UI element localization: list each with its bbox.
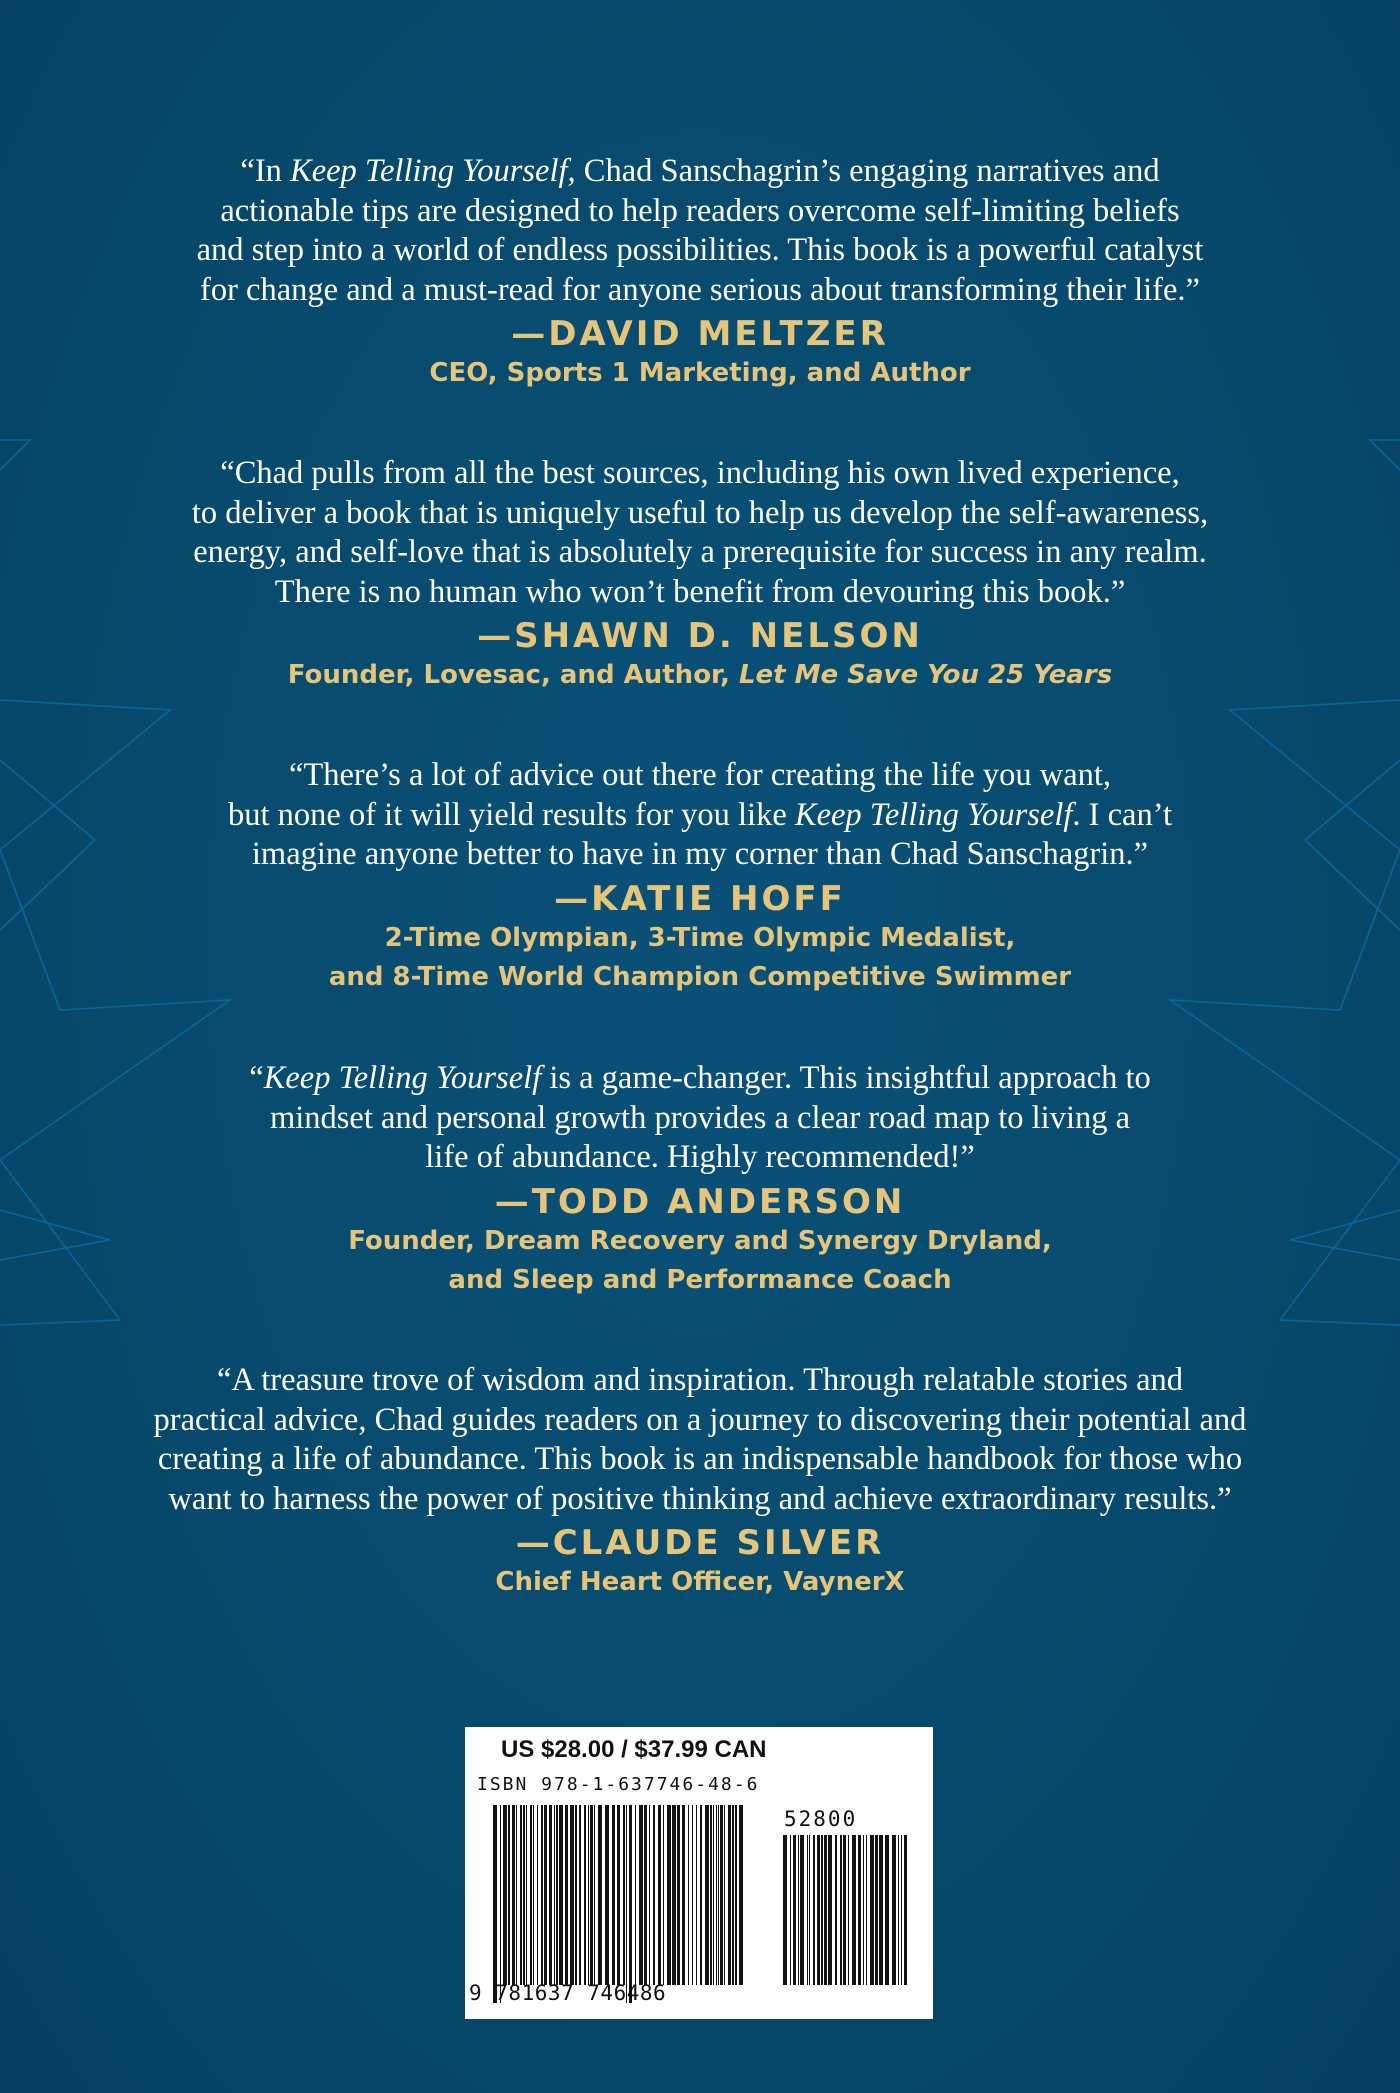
- barcode-bar: [817, 1835, 820, 1985]
- barcode-bar: [584, 1805, 586, 1985]
- blurb-author-name: —CLAUDE SILVER: [515, 1523, 885, 1563]
- barcode-bar: [526, 1805, 527, 1985]
- barcode-bar: [901, 1835, 902, 1985]
- barcode-bar: [879, 1835, 883, 1985]
- barcode-bar: [728, 1805, 731, 1985]
- addon-barcode-bars: [783, 1835, 909, 2003]
- barcode-bar: [875, 1835, 878, 1985]
- barcode-bar: [716, 1805, 717, 1985]
- barcode-bar: [617, 1805, 620, 1985]
- barcode-bar: [549, 1805, 552, 1985]
- text-line: Founder, Lovesac, and Author, Let Me Save You 25 Years: [287, 660, 1113, 690]
- barcode-bar: [813, 1835, 815, 1985]
- blurb-author-name: —SHAWN D. NELSON: [477, 616, 923, 656]
- barcode-bar: [700, 1805, 702, 1985]
- barcode-bar: [682, 1805, 685, 1985]
- barcode-bar: [598, 1805, 602, 1985]
- barcode-bar: [852, 1835, 856, 1985]
- barcode-bar: [858, 1835, 861, 1985]
- barcode-bar: [672, 1805, 676, 1985]
- barcode-bar: [798, 1835, 799, 1985]
- barcode-bar: [710, 1805, 712, 1985]
- barcode-bar: [863, 1835, 864, 1985]
- barcode-bar: [570, 1805, 574, 1985]
- blurb-meltzer: [0, 152, 1400, 393]
- blurb-quote: [0, 152, 1400, 310]
- barcode-bar: [512, 1805, 515, 1985]
- barcode-bar: [848, 1835, 849, 1985]
- barcode-bar: [516, 1805, 517, 1985]
- text-line: for change and a must-read for anyone serious about transforming their life.”: [200, 271, 1200, 308]
- text-line: Founder, Dream Recovery and Synergy Dryland,: [348, 1225, 1052, 1256]
- text-line: and step into a world of endless possibilities. This book is a powerful catalyst: [196, 232, 1204, 268]
- price-label: US $28.00 / $37.99 CAN: [501, 1736, 767, 1763]
- blurb-quote: [0, 1361, 1400, 1519]
- barcode-bar: [696, 1805, 697, 1985]
- barcode-bar: [588, 1805, 589, 1985]
- blurb-author-role: [0, 1222, 1400, 1300]
- blurb-author-name: —TODD ANDERSON: [494, 1181, 906, 1222]
- text-line: “Keep Telling Yourself is a game-changer. This insightful approach to: [249, 1060, 1151, 1096]
- barcode-bar: [807, 1835, 808, 1985]
- barcode-bar: [612, 1805, 615, 1985]
- barcode-bar: [533, 1805, 534, 1985]
- blurb-anderson: [0, 1059, 1400, 1300]
- text-line: practical advice, Chad guides readers on a journey to discovering their potential and: [153, 1401, 1247, 1438]
- barcode-bar: [800, 1835, 804, 1985]
- blurb-author-name: —DAVID MELTZER: [511, 314, 889, 354]
- blurb-hoff: [0, 756, 1400, 997]
- barcode-bar: [530, 1805, 532, 1985]
- blurb-quote: [0, 1059, 1400, 1178]
- blurb-quote: [0, 756, 1400, 875]
- blurb-author-role: [0, 1563, 1400, 1602]
- barcode-bar: [739, 1805, 743, 1985]
- ean-digits: 9 781637 746486: [469, 1981, 667, 2005]
- barcode-bar: [732, 1805, 734, 1985]
- barcode-bar: [635, 1805, 636, 1985]
- barcode-bar: [649, 1805, 650, 1985]
- text-line: but none of it will yield results for you like Keep Telling Yourself. I can’t: [228, 796, 1172, 833]
- barcode-bar: [594, 1805, 595, 1985]
- text-line: want to harness the power of positive thinking and achieve extraordinary results.”: [168, 1480, 1232, 1517]
- text-line: “There’s a lot of advice out there for creating the life you want,: [288, 757, 1112, 793]
- text-line: and Sleep and Performance Coach: [448, 1264, 952, 1295]
- price-addon-digits: 52800: [784, 1807, 858, 1831]
- barcode-bar: [724, 1805, 725, 1985]
- barcode-bar: [644, 1805, 647, 1985]
- text-line: “Chad pulls from all the best sources, including his own lived experience,: [220, 455, 1180, 491]
- barcode-bar: [493, 1805, 497, 2003]
- text-line: “A treasure trove of wisdom and inspiration. Through relatable stories and: [216, 1362, 1184, 1398]
- isbn-label: ISBN 978-1-637746-48-6: [477, 1774, 760, 1795]
- barcode-bar: [793, 1835, 796, 1985]
- text-line: “In Keep Telling Yourself, Chad Sanschagrin’s engaging narratives and: [240, 153, 1160, 189]
- barcode-bar: [653, 1805, 655, 1985]
- text-line: creating a life of abundance. This book is an indispensable handbook for those who: [157, 1441, 1243, 1477]
- barcode-bar: [667, 1805, 671, 1985]
- barcode-bar: [840, 1835, 842, 1985]
- barcode-bar: [870, 1835, 874, 1985]
- barcode-bar: [677, 1805, 680, 1985]
- text-line: Chief Heart Officer, VaynerX: [495, 1567, 905, 1597]
- ean-barcode-bars: [493, 1805, 746, 2003]
- barcode-bar: [809, 1835, 810, 1985]
- text-line: life of abundance. Highly recommended!”: [425, 1139, 975, 1175]
- barcode-bar: [556, 1805, 558, 1985]
- barcode-bar: [544, 1805, 547, 1985]
- barcode-bar: [565, 1805, 568, 1985]
- text-line: 2-Time Olympian, 3-Time Olympic Medalist,: [384, 922, 1016, 953]
- text-line: energy, and self-love that is absolutely a prerequisite for success in any realm.: [193, 534, 1207, 570]
- barcode-bar: [623, 1805, 625, 1985]
- barcode-bar: [720, 1805, 723, 1985]
- barcode-bar: [735, 1805, 737, 1985]
- barcode-bar: [658, 1805, 661, 1985]
- barcode-bar: [783, 1835, 787, 1985]
- text-line: CEO, Sports 1 Marketing, and Author: [429, 358, 971, 388]
- barcode-bar: [500, 1805, 501, 2003]
- barcode-bar: [537, 1805, 538, 1985]
- barcode-bar: [790, 1835, 791, 1985]
- barcode-bar: [575, 1805, 577, 1985]
- barcode-bar: [639, 1805, 643, 1985]
- barcode-bar: [898, 1835, 899, 1985]
- barcode-bar: [835, 1835, 837, 1985]
- barcode-bar: [590, 1805, 593, 1985]
- barcode-bar: [626, 1805, 627, 2003]
- barcode-bar: [866, 1835, 867, 1985]
- barcode-bar: [713, 1805, 714, 1985]
- blurb-quote: [0, 454, 1400, 612]
- text-line: imagine anyone better to have in my corner than Chad Sanschagrin.”: [251, 836, 1149, 872]
- text-line: There is no human who won’t benefit from devouring this book.”: [274, 573, 1126, 610]
- barcode-bar: [705, 1805, 709, 1985]
- barcode-bar: [688, 1805, 689, 1985]
- blurb-author-role: [0, 919, 1400, 997]
- blurb-author-role: [0, 354, 1400, 393]
- barcode-bar: [554, 1805, 555, 1985]
- barcode-bar: [692, 1805, 693, 1985]
- barcode-bar: [629, 1805, 632, 2003]
- barcode-bar: [828, 1835, 832, 1985]
- barcode-bar: [904, 1835, 907, 1985]
- barcode-bar: [718, 1805, 719, 1985]
- blurb-nelson: [0, 454, 1400, 695]
- text-line: and 8-Time World Champion Competitive Swimmer: [328, 961, 1072, 992]
- barcode-bar: [508, 1805, 510, 1985]
- barcode-bar: [663, 1805, 664, 1985]
- barcode-bar: [559, 1805, 563, 1985]
- blurb-author-role: [0, 656, 1400, 695]
- barcode-bar: [605, 1805, 609, 1985]
- barcode-bar: [523, 1805, 525, 1985]
- barcode-bar: [541, 1805, 543, 1985]
- text-line: to deliver a book that is uniquely useful to help us develop the self-awareness,: [191, 494, 1209, 531]
- barcode-bar: [520, 1805, 522, 1985]
- barcode-bar: [821, 1835, 823, 1985]
- barcode-bar: [503, 1805, 507, 1985]
- barcode-bar: [824, 1835, 827, 1985]
- barcode-bar: [843, 1835, 846, 1985]
- barcode-bar: [579, 1805, 581, 1985]
- blurb-author-name: —KATIE HOFF: [554, 878, 846, 919]
- barcode-bar: [892, 1835, 896, 1985]
- text-line: mindset and personal growth provides a clear road map to living a: [269, 1099, 1131, 1136]
- barcode-bar: [885, 1835, 889, 1985]
- text-line: actionable tips are designed to help readers overcome self-limiting beliefs: [220, 192, 1180, 229]
- blurb-silver: [0, 1361, 1400, 1602]
- barcode-label: [465, 1727, 933, 2019]
